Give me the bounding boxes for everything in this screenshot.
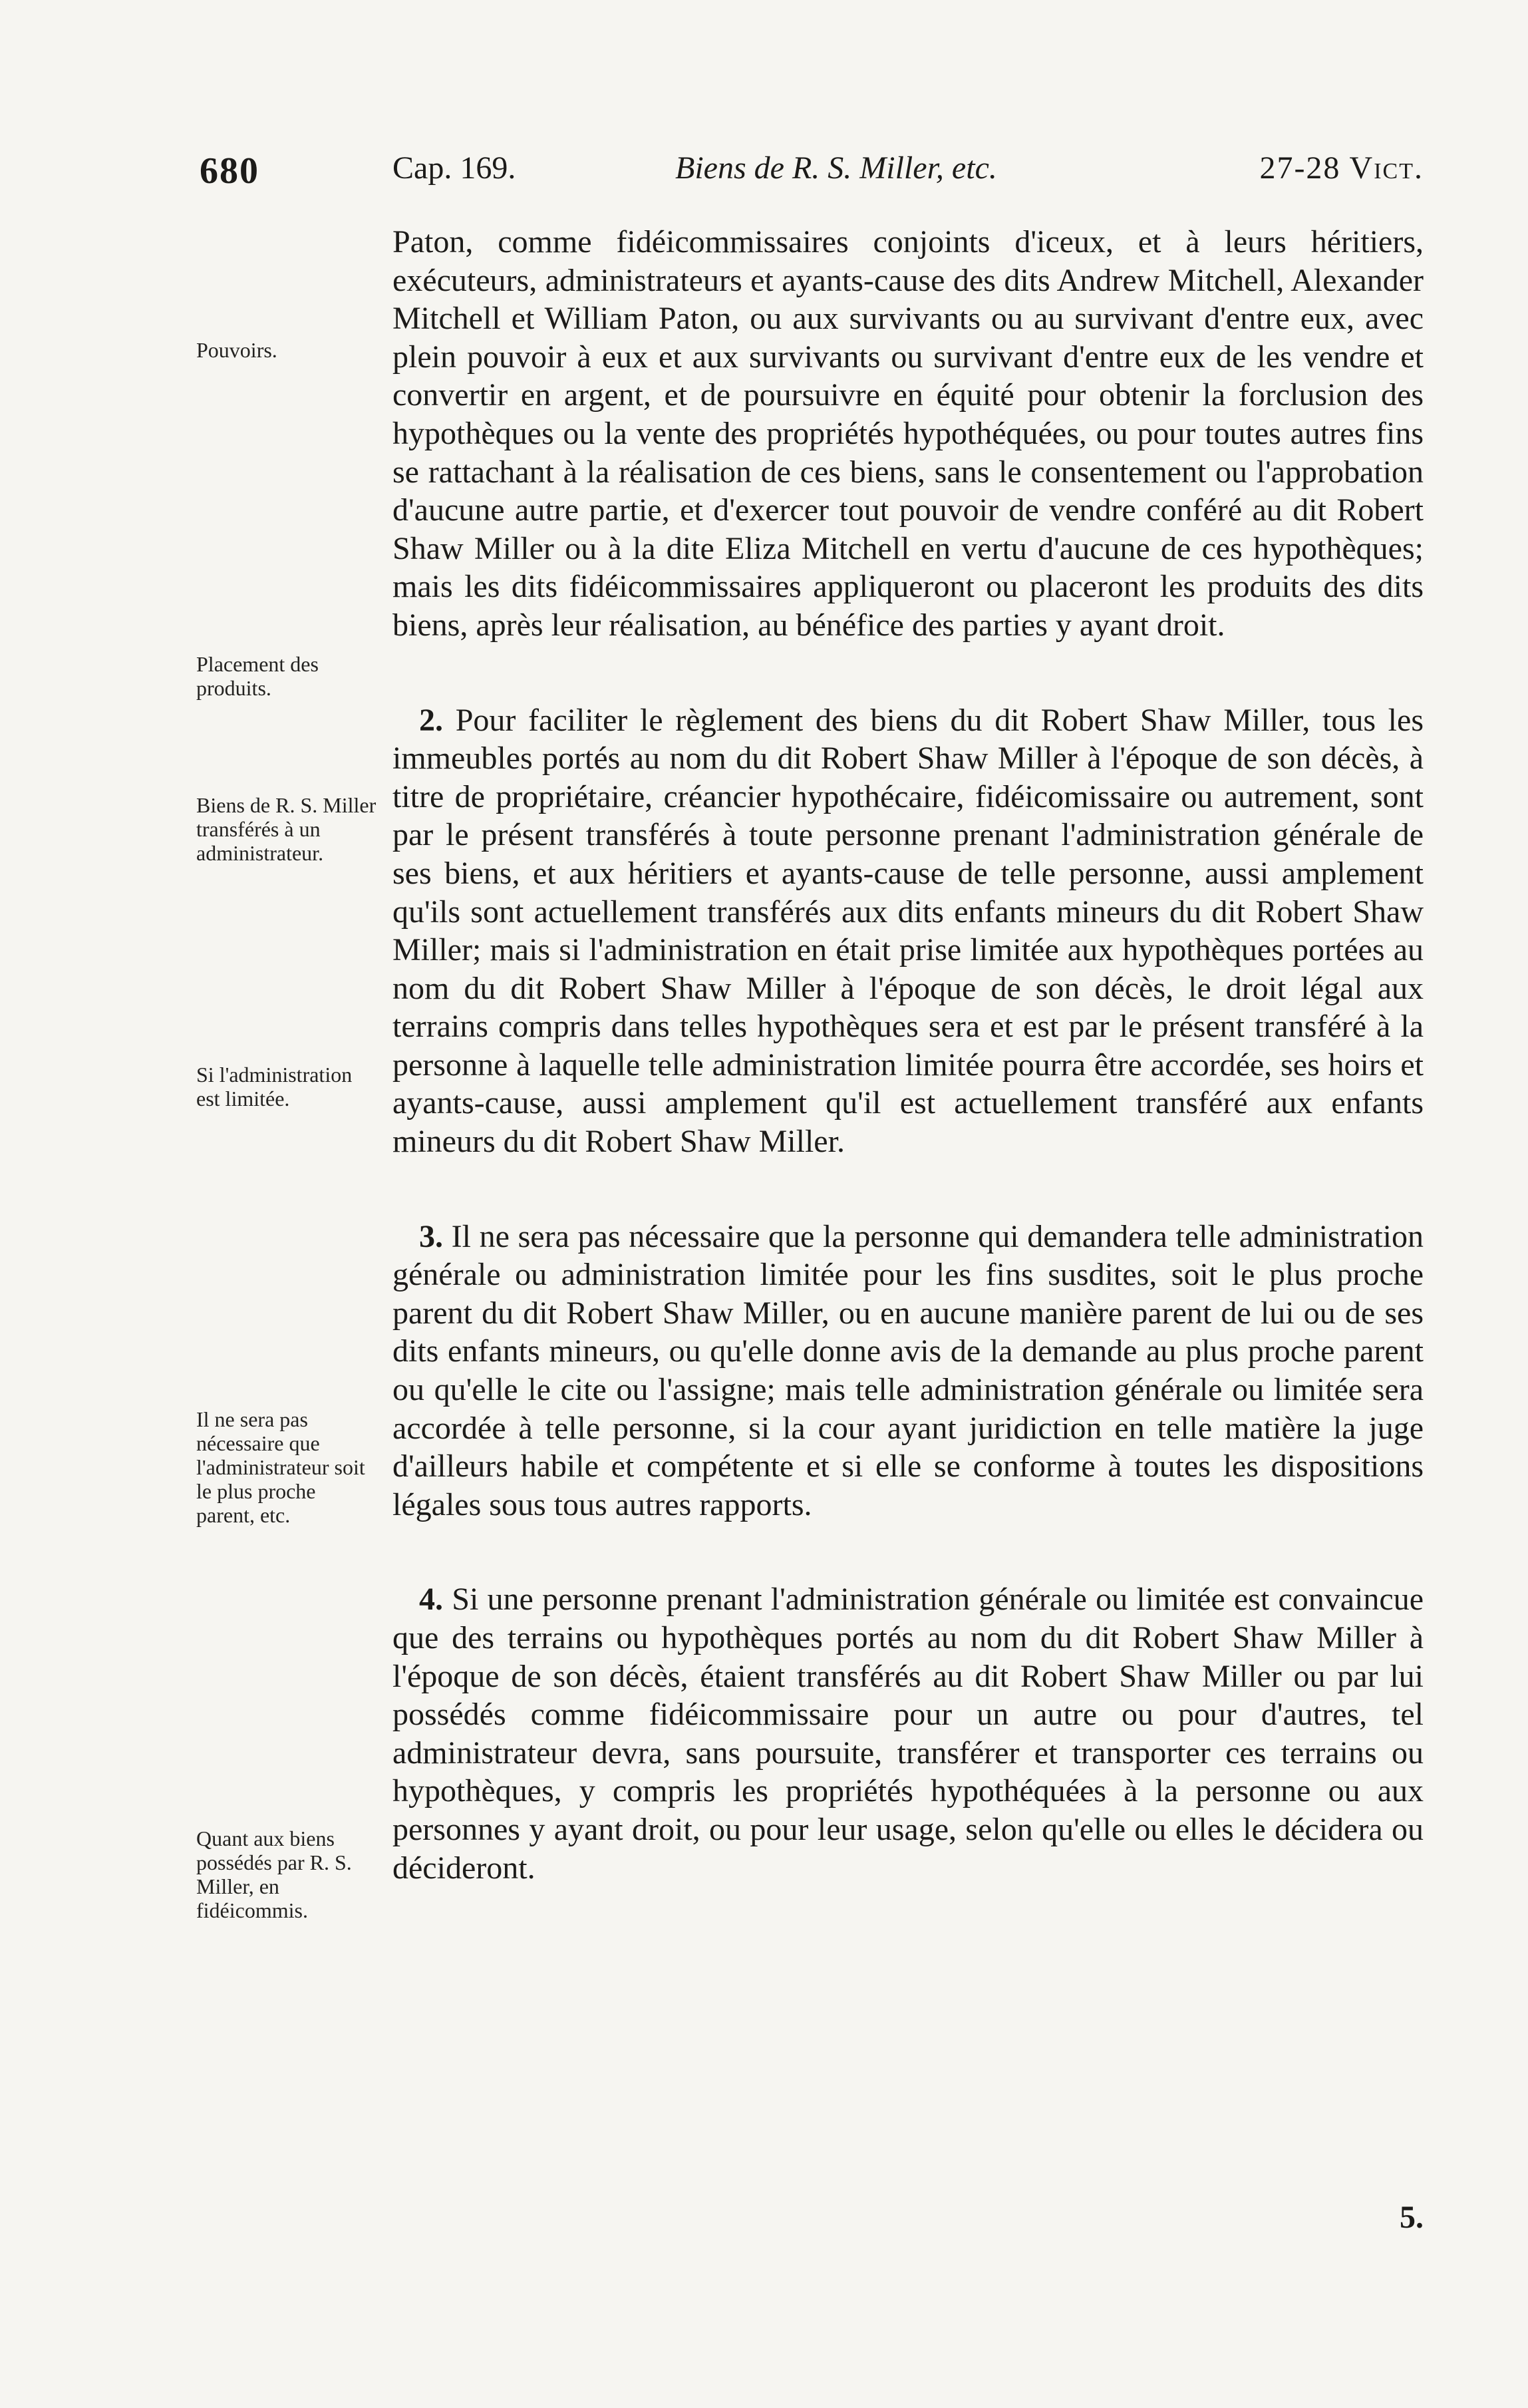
section-number: 3.	[419, 1218, 443, 1254]
margin-note-administration-limitee: Si l'administration est limitée.	[196, 1063, 353, 1111]
page-number: 680	[200, 150, 259, 192]
section-text: Si une personne prenant l'administration générale ou limitée est convaincue que des terrains ou hypothèques portés au nom du dit Robert Shaw Miller à l'époque de son décès, étaient transférés au dit Robert Shaw Miller ou par lui possédés comme fidéicommissaire pour un autre ou pour d'autres, tel administrateur devra, sans poursuite, transférer et transporter ces terrains ou hypothèques, y compris les propriétés hypothéquées à la personne ou aux personnes y ayant droit, ou pour leur usage, selon qu'elle ou elles le décidera ou décideront.	[392, 1582, 1424, 1886]
running-header	[200, 150, 1424, 196]
margin-note-fideicommis: Quant aux biens possédés par R. S. Miller, en fidéicommis.	[196, 1826, 352, 1922]
catchword: 5.	[1400, 2200, 1424, 2235]
regnal-year: 27-28 Vict.	[1259, 150, 1424, 186]
section-number: 2.	[419, 702, 443, 738]
section-text: Pour faciliter le règlement des biens du dit Robert Shaw Miller, tous les immeubles portés au nom du dit Robert Shaw Miller à l'époque de son décès, à titre de propriétaire, créancier hypothécaire, fidéicomissaire ou autrement, sont par le présent transférés à toute personne prenant l'administration générale de ses biens, et aux héritiers et ayants-cause de telle personne, aussi amplement qu'ils sont actuellement transférés aux dits enfants mineurs du dit Robert Shaw Miller; mais si l'administration en était prise limitée aux hypothèques portées au nom du dit Robert Shaw Miller à l'époque de son décès, le droit légal aux terrains compris dans telles hypothèques sera et est par le présent transféré à la personne à laquelle telle administration limitée pourra être accordée, ses hoirs et ayants-cause, aussi amplement qu'il est actuellement transféré aux enfants mineurs du dit Robert Shaw Miller.	[392, 702, 1424, 1160]
margin-note-biens-transferes: Biens de R. S. Miller transférés à un administrateur.	[196, 793, 377, 865]
margin-note-pouvoirs: Pouvoirs.	[196, 338, 277, 362]
section-2	[392, 701, 1424, 1161]
margin-note-placement: Placement des produits.	[196, 652, 319, 700]
section-3	[392, 1218, 1424, 1524]
section-4	[392, 1580, 1424, 1887]
running-title: Biens de R. S. Miller, etc.	[675, 150, 997, 186]
section-number: 4.	[419, 1582, 443, 1618]
chapter-label: Cap. 169.	[392, 150, 516, 186]
section-text: Il ne sera pas nécessaire que la personne qui demandera telle administration générale ou administration limitée pour les fins susdites, soit le plus proche parent du dit Robert Shaw Miller, ou en aucune manière parent de lui ou de ses dits enfants mineurs, ou qu'elle donne avis de la demande au plus proche parent ou qu'elle le cite ou l'assigne; mais telle administration générale ou limitée sera accordée à telle personne, si la cour ayant juridiction en telle matière la juge d'ailleurs habile et compétente et si elle se conforme à toutes les dispositions légales sous tous autres rapports.	[392, 1218, 1424, 1522]
main-text	[392, 223, 1424, 1887]
margin-note-plus-proche-parent: Il ne sera pas nécessaire que l'administrateur soit le plus proche parent, etc.	[196, 1407, 365, 1527]
paragraph-continuation: Paton, comme fidéicommissaires conjoints d'iceux, et à leurs héritiers, exécuteurs, administrateurs et ayants-cause des dits Andrew Mitchell, Alexander Mitchell et William Paton, ou aux survivants ou au survivant d'entre eux, avec plein pouvoir à eux et aux survivants ou survivant d'entre eux de les vendre et convertir en argent, et de poursuivre en équité pour obtenir la forclusion des hypothèques ou la vente des propriétés hypothéquées, ou pour toutes autres fins se rattachant à la réalisation de ces biens, sans le consentement ou l'approbation d'aucune autre partie, et d'exercer tout pouvoir de vendre conféré au dit Robert Shaw Miller ou à la dite Eliza Mitchell en vertu d'aucune de ces hypothèques; mais les dits fidéicommissaires appliqueront ou placeront les produits des dits biens, après leur réalisation, au bénéfice des parties y ayant droit.	[392, 224, 1424, 643]
